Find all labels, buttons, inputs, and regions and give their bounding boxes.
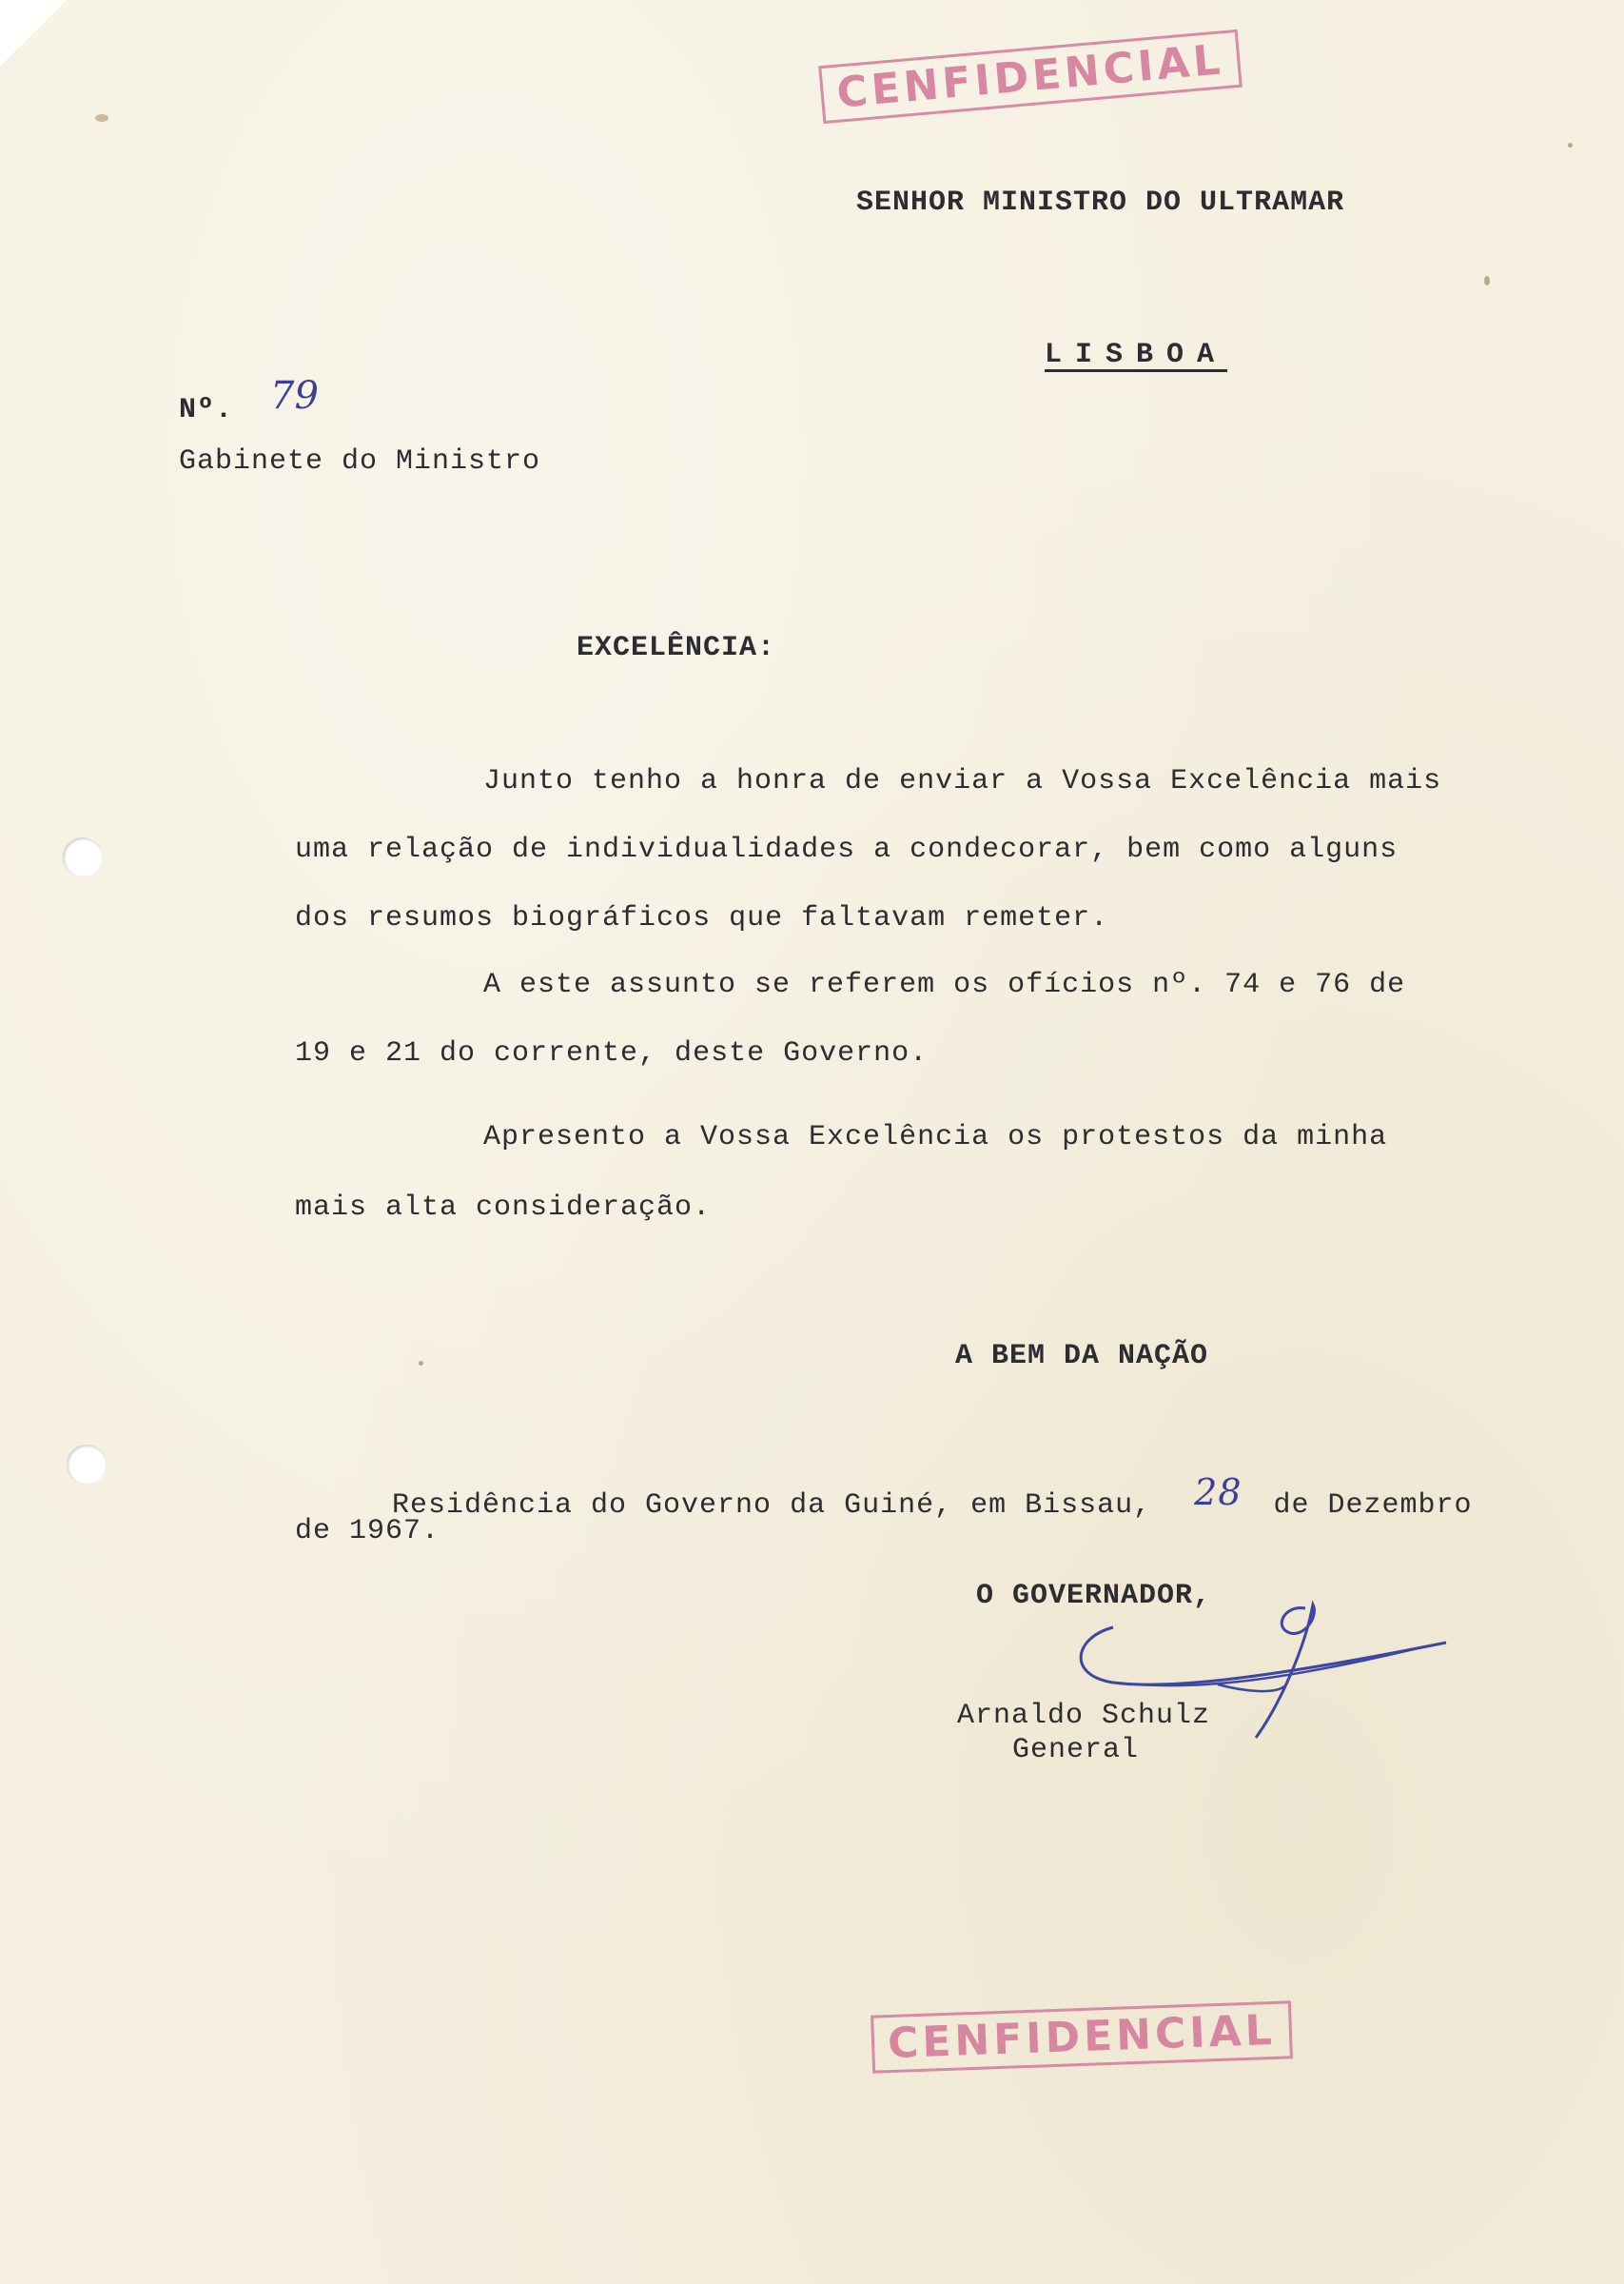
- paper-speck: [95, 114, 108, 122]
- salutation: EXCELÊNCIA:: [577, 632, 776, 664]
- confidential-stamp-top: CENFIDENCIAL: [818, 30, 1242, 124]
- body-line: mais alta consideração.: [295, 1191, 712, 1224]
- confidential-stamp-bottom: CENFIDENCIAL: [871, 2000, 1293, 2073]
- body-line: Junto tenho a honra de enviar a Vossa Excelência mais: [483, 765, 1442, 797]
- closing-line: A BEM DA NAÇÃO: [955, 1340, 1209, 1372]
- document-number-label: Nº.: [179, 394, 234, 426]
- paper-speck: [1484, 276, 1490, 286]
- date-day-handwritten: 28: [1194, 1471, 1242, 1513]
- place-date-line: [392, 1471, 1473, 1522]
- signatory-name: Arnaldo Schulz: [957, 1700, 1211, 1732]
- body-line: Apresento a Vossa Excelência os protestos da minha: [483, 1121, 1388, 1153]
- place-date-month: de Dezembro: [1273, 1489, 1473, 1522]
- signatory-rank: General: [1012, 1734, 1140, 1766]
- place-date-text: Residência do Governo da Guiné, em Bissau,: [392, 1489, 1152, 1522]
- punch-hole-bottom: [67, 1445, 107, 1485]
- signatory-title: O GOVERNADOR,: [976, 1580, 1212, 1612]
- body-line: A este assunto se referem os ofícios nº. 74 e 76 de: [483, 969, 1406, 1001]
- date-year-line: de 1967.: [295, 1515, 440, 1547]
- folded-corner: [0, 0, 67, 67]
- body-line: 19 e 21 do corrente, deste Governo.: [295, 1037, 929, 1070]
- punch-hole-top: [63, 837, 103, 877]
- office-line: Gabinete do Ministro: [179, 445, 541, 478]
- body-line: uma relação de individualidades a condecorar, bem como alguns: [295, 834, 1399, 866]
- city-line: LISBOA: [1045, 339, 1228, 371]
- recipient-line: SENHOR MINISTRO DO ULTRAMAR: [856, 187, 1345, 219]
- paper-speck: [1568, 143, 1573, 148]
- document-number-handwritten: 79: [270, 374, 319, 418]
- body-line: dos resumos biográficos que faltavam remeter.: [295, 902, 1109, 935]
- paper-speck: [419, 1361, 423, 1366]
